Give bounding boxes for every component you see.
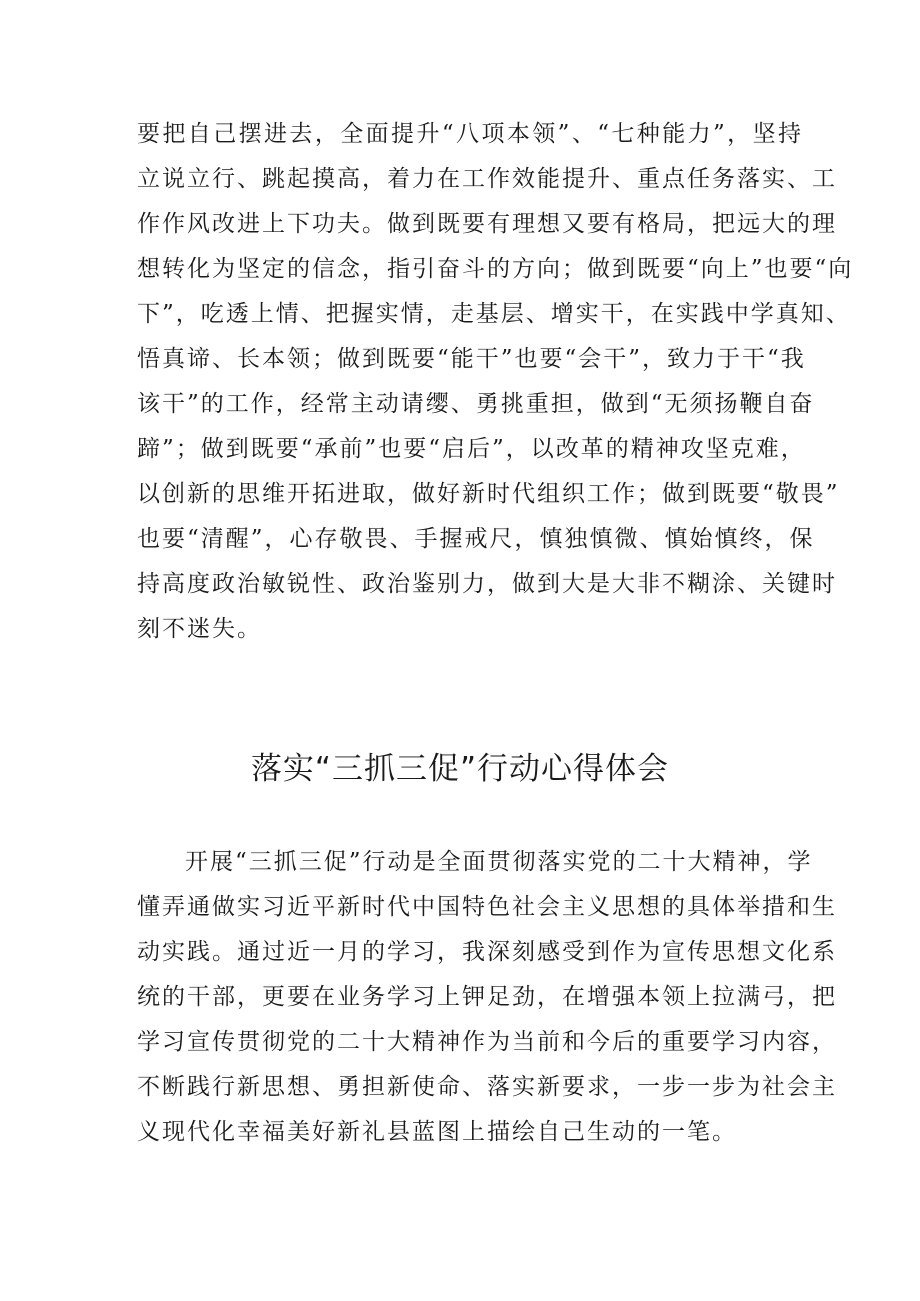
text-line: 以创新的思维开拓进取，做好新时代组织工作；做到既要“敬畏” bbox=[137, 481, 840, 507]
text-line: 统的干部，更要在业务学习上钾足劲，在增强本领上拉满弓，把 bbox=[137, 984, 837, 1010]
text-line: 要把自己摆进去，全面提升“八项本领”、“七种能力”，坚持 bbox=[137, 121, 803, 147]
text-line: 立说立行、跳起摸高，着力在工作效能提升、重点任务落实、工 bbox=[137, 166, 837, 192]
text-line: 作作风改进上下功夫。做到既要有理想又要有格局，把远大的理 bbox=[137, 211, 837, 237]
text-line: 蹄”；做到既要“承前”也要“启后”，以改革的精神攻坚克难， bbox=[137, 436, 806, 462]
text-line: 动实践。通过近一月的学习，我深刻感受到作为宣传思想文化系 bbox=[137, 939, 837, 965]
text-line: 下”，吃透上情、把握实情，走基层、增实干，在实践中学真知、 bbox=[137, 301, 851, 327]
text-line: 想转化为坚定的信念，指引奋斗的方向；做到既要“向上”也要“向 bbox=[137, 256, 854, 282]
text-line: 不断践行新思想、勇担新使命、落实新要求，一步一步为社会主 bbox=[137, 1074, 837, 1100]
text-line: 悟真谛、长本领；做到既要“能干”也要“会干”，致力于干“我 bbox=[137, 346, 806, 372]
text-line: 也要“清醒”，心存敬畏、手握戒尺，慎独慎微、慎始慎终，保 bbox=[137, 526, 815, 552]
text-line: 开展“三抓三促”行动是全面贯彻落实党的二十大精神，学 bbox=[185, 849, 813, 875]
text-line: 义现代化幸福美好新礼县蓝图上描绘自己生动的一笔。 bbox=[137, 1119, 737, 1145]
section-title: 落实“三抓三促”行动心得体会 bbox=[250, 751, 670, 787]
text-line: 持高度政治敏锐性、政治鉴别力，做到大是大非不糊涂、关键时 bbox=[137, 571, 837, 597]
text-line: 刻不迷失。 bbox=[137, 616, 262, 642]
text-line: 学习宣传贯彻党的二十大精神作为当前和今后的重要学习内容， bbox=[137, 1029, 837, 1055]
text-line: 该干”的工作，经常主动请缨、勇挑重担，做到“无须扬鞭自奋 bbox=[137, 391, 815, 417]
text-line: 懂弄通做实习近平新时代中国特色社会主义思想的具体举措和生 bbox=[137, 894, 837, 920]
